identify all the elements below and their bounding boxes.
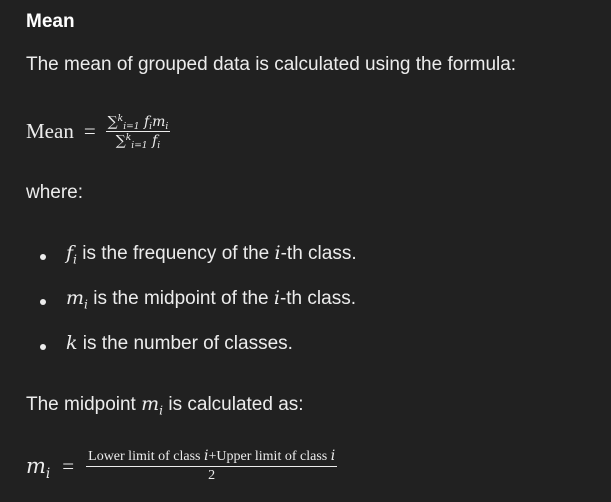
mean-formula <box>26 104 170 158</box>
where-label: where: <box>26 182 84 203</box>
midpoint-intro-text: The midpoint $m_i$ is calculated as: <box>26 393 304 418</box>
mean-formula-lhs: Mean <box>26 118 74 143</box>
definition-item: k is the number of classes. <box>40 332 560 355</box>
mean-formula-fraction <box>106 114 171 149</box>
midpoint-formula <box>26 442 337 490</box>
midpoint-formula-denominator: 2 <box>208 468 216 483</box>
mean-formula-equals: = <box>83 118 96 143</box>
midpoint-formula-fraction <box>86 448 337 484</box>
mean-formula-numerator: ∑$^k_{i=1}$ $f_im_i$ <box>107 113 169 132</box>
midpoint-formula-lhs: $m_i$ <box>26 454 51 482</box>
intro-text: The mean of grouped data is calculated using the formula: <box>26 54 517 75</box>
definition-item: $f_i$ is the frequency of the i-th class. <box>40 242 560 265</box>
midpoint-formula-equals: = <box>62 453 75 478</box>
mean-formula-denominator: ∑$^k_{i=1}$ $f_i$ <box>115 132 161 151</box>
midpoint-formula-numerator: Lower limit of class i+Upper limit of class i <box>86 448 337 467</box>
section-heading: Mean <box>26 11 75 32</box>
definition-item: $m_i$ is the midpoint of the i-th class. <box>40 287 560 310</box>
